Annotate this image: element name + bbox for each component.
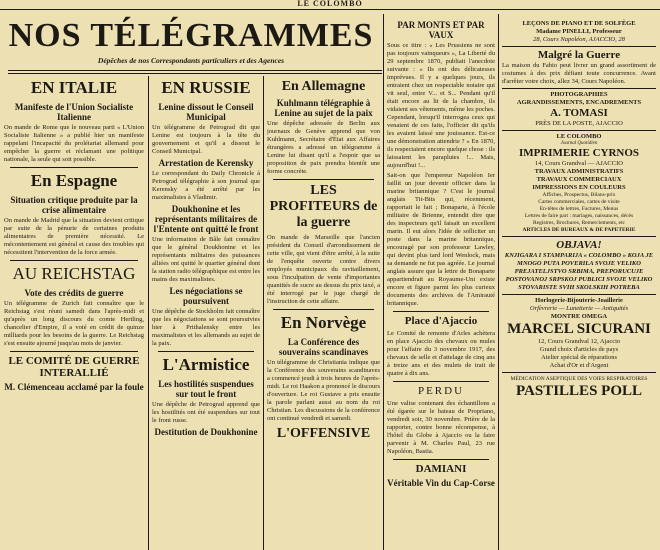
divider: [10, 167, 138, 168]
divider: [158, 351, 254, 352]
subheading: M. Clémenceau acclamé par la foule: [4, 382, 144, 392]
ad-imprimerie: [502, 131, 656, 237]
ad-photo: [502, 89, 656, 131]
ad-paper-sub: Journal Quotidien: [560, 141, 598, 146]
subheading: Lenine dissout le Conseil Municipal: [158, 102, 254, 122]
subheading: Les négociations se poursuivent: [169, 286, 243, 306]
article-text: Un télégramme de Petrograd dit que Lenine est toujours à la tête du gouvernement et qu'il a dissout le Conseil Municipal.: [152, 124, 260, 155]
article-text: Une dépêche de Petrograd apprend que les hostilités ont été suspendues sur tout le front russe.: [152, 401, 260, 424]
title-rule-2: [8, 73, 382, 74]
article-text: Le Comité de remonte d'Arles achètera en place Ajaccio des chevaux ou mules pour l'affaire du 3 novembre 1917, des chevaux de selle et d'attelage de cinq ans à treize ans et des mulets de trait de quatre à dix ans.: [387, 330, 495, 377]
ad-address: 14, Cours Grandval — AJACCIO: [535, 160, 623, 167]
ad-line: En-têtes de lettres, Factures, Menus: [539, 206, 619, 212]
ad-subtitle: AGRANDISSEMENTS, ENCADREMENTS: [516, 99, 642, 106]
column-italy: [4, 76, 144, 550]
ad-text: La maison du Fabio peut livrer un grand assortiment de costumes à des prix défiant toute concurrence. Avant d'arrêter votre choix, allez 34, Cours Napoléon.: [502, 62, 656, 85]
subheading: Doukhonine et les représentants militaires de l'Entente ont quitté le front: [153, 204, 259, 234]
ad-line: TRAVAUX ADMINISTRATIFS: [534, 168, 624, 175]
ad-objava: [502, 237, 656, 295]
ad-line: Lettres de faire part : mariages, naissances, décès: [524, 213, 634, 219]
heading-profiteurs: LES PROFITEURS de la guerre: [269, 183, 378, 230]
divider: [10, 351, 138, 352]
ad-piano: [502, 18, 656, 47]
ad-title: IMPRIMERIE CYRNOS: [518, 147, 640, 159]
newspaper-header: LE COLOMBO: [297, 0, 363, 8]
ad-line: TRAVAUX COMMERCIAUX: [536, 176, 622, 183]
ad-line: Registres, Brochures, Remerciements, etc: [533, 220, 625, 226]
subheading: La Conférence des souverains scandinaves: [278, 337, 369, 357]
subheading: Vote des crédits de guerre: [24, 288, 124, 298]
article-text: Sait-on que l'empereur Napoléon Ier faillit un jour devenir officier dans la marine britannique ? C'est le journal anglais Tit-Bits qui, récemment, rapportait le fait ; Bonaparte, à l'école militaire de Brienne, entendit dire que des inspecteurs qu'il faisait un excellent marin. Il eut alors l'idée de solliciter un poste dans la marine britannique, encouragé par son professeur Lawley, qui devint plus tard lord Wenlock, mais sa demande ne fut pas agréée. Le journal anglais assure que la lettre de Bonaparte appartiendrait au Royaume-Uni existe encore et figure parmi les plus curieux documents des archives de l'Amirauté britannique.: [387, 172, 495, 307]
ad-line: Affiches, Prospectus, Bilans-prix: [542, 192, 616, 198]
divider: [10, 260, 138, 261]
title-rule: [8, 70, 382, 71]
ad-brand: MONTRE OMEGA: [550, 313, 608, 320]
subheading: Les hostilités suspendues sur tout le front: [158, 379, 254, 399]
heading-spain: En Espagne: [30, 171, 118, 190]
subheading: Véritable Vin du Cap-Corse: [387, 478, 495, 488]
heading-norway: En Norvège: [280, 313, 367, 332]
ad-title: Horlogerie-Bijouterie-Joaillerie: [535, 297, 623, 304]
column-germany: [267, 76, 380, 550]
ad-text: KNJIGARA I STAMPARIJA « COLOMBO » KOJA JE MNOGO PUTA POVERILA SVOJE VELIKO PREJATELJSTVO SRBIMA, PREPORUCUJE POSTOVANOJ SRPSKOJ PUBLICI SVOJE VELIKO STOVARISTE SVIH SKOLSKIH POTREBA: [504, 252, 654, 291]
article-text: Une valise contenant des échantillons a été égarée sur le bateau de Propriano, vendredi soir, 30 novembre. Prière de la rapporter, contre bonne récompense, à l'hôtel du Globe à Ajaccio ou la faire parvenir à M. Charles Paul, 23 rue Napoléon, Bastia.: [387, 400, 495, 455]
ad-title: OBJAVA!: [556, 239, 602, 251]
heading-armistice: L'Armistice: [162, 355, 250, 374]
heading-damiani: DAMIANI: [415, 463, 467, 475]
ad-address: 12, Cours Grandval 12, Ajaccio: [537, 338, 621, 345]
ad-line: MÉDICATION ASEPTIQUE DES VOIES RESPIRATOIRES: [510, 376, 648, 382]
subheading: Kuhlmann télégraphie à Lenine au sujet de la paix: [274, 98, 373, 118]
article-text: On mande de Rome que le nouveau parti « L'Union Socialiste Italienne » a publié hier un manifeste rappelant l'incapacité du prolétariat allemand pour empêcher la guerre et réclamant une politique nationale, la seule qui soit possible.: [4, 124, 144, 163]
ad-name: PASTILLES POLL: [515, 383, 642, 399]
ad-line: Atelier spécial de réparations: [541, 354, 617, 361]
column-chronicle: [387, 18, 495, 550]
article-text: Une dépêche de Stockholm fait connaître que les négociations se sont poursuivies hier à Prithalensky entre les maximalistes et les allemands au sujet de la paix.: [152, 308, 260, 347]
column-russia: [152, 76, 260, 550]
divider: [393, 311, 489, 312]
heading-italy: EN ITALIE: [30, 78, 118, 97]
ad-address: PRÈS DE LA POSTE, AJACCIO: [535, 120, 623, 127]
ad-paper: LE COLOMBO: [556, 133, 602, 140]
divider: [393, 381, 489, 382]
divider: [273, 179, 374, 180]
heading-perdu: PERDU: [417, 385, 465, 397]
page-title: NOS TÉLÉGRAMMES: [8, 17, 374, 54]
ad-name: Madame PINELLI, Professeur: [536, 28, 622, 35]
article-text: Sous ce titre : « Les Prussiens ne sont pas toujours vainqueurs », La Liberté du 29 septembre 1870, publiait l'anecdote suivante : « Ils ont des délicatesses imprévues. Il y a quelques jours, ils entraient chez un respectable notaire qui vit seul, entre V... et S... Pendant qu'il était encore au lit de la chambre, ils vidaient ses vêtements, même les poches. Cependant, lorsqu'il interrogea ceux qui venaient de ces faits, l'officier dit qu'ils les avaient laissé une jouissance. Est-ce une démonstration attendrie ? » En 1870, ils respectaient encore quelque chose : ils laissaient les parapluies !... Mais, aujourd'hui !...: [387, 42, 495, 169]
article-text: Une dépêche adressée de Berlin aux journaux de Genève apprend que von Kuhlmann, Secrétaire d'État aux Affaires étrangères a adressé un télégramme à Lenine lui disant qu'il a l'espoir que sa proposition de paix prendra bientôt une forme concrète.: [267, 120, 380, 175]
ad-malgre: [502, 47, 656, 89]
column-rule: [498, 14, 499, 550]
ad-pastilles: [502, 373, 656, 400]
ad-line: Cartes commerciales, cartes de visite: [538, 199, 620, 205]
subheading: Manifeste de l'Union Socialiste Italienne: [14, 102, 134, 122]
ad-title: LEÇONS DE PIANO ET DE SOLFÈGE: [522, 20, 636, 27]
ad-line: IMPRESSIONS EN COULEURS: [532, 184, 626, 191]
ad-line: Achat d'Or et d'Argent: [549, 362, 609, 369]
heading-ajaccio: Place d'Ajaccio: [404, 315, 478, 327]
ad-subtitle: Orfèvrerie — Lunetterie — Antiquités: [529, 305, 629, 312]
ad-title: Malgré la Guerre: [537, 49, 621, 61]
heading-russia: EN RUSSIE: [161, 78, 251, 97]
page-subtitle: Dépêches de nos Correspondants particuliers et des Agences: [97, 56, 285, 65]
header-rule: [0, 9, 660, 10]
ad-name: MARCEL SICURANI: [507, 321, 651, 337]
heading-reichstag: AU REICHSTAG: [12, 264, 136, 283]
article-text: On mande de Madrid que la situation devient critique par suite de la pénurie de certaines produits alimentaires de première nécessité. Le mécontentement est général et cause des troubles qui nécessitent l'intervention de la force armée.: [4, 217, 144, 256]
article-text: Le correspondant du Daily Chronicle à Petrograd télégraphie à son journal que Kerensky a été arrêté par les maximalistes à Vladimir.: [152, 170, 260, 201]
subheading: Situation critique produite par la crise alimentaire: [10, 195, 138, 215]
divider: [273, 309, 374, 310]
column-rule: [263, 76, 264, 550]
heading-monts-vaux: PAR MONTS ET PAR VAUX: [397, 20, 485, 40]
ad-address: 28, Cours Napoléon, AJACCIO, 28: [533, 36, 625, 43]
ad-horlogerie: [502, 295, 656, 373]
ad-line: Grand choix d'articles de pays: [539, 346, 619, 353]
heading-germany: En Allemagne: [281, 79, 366, 94]
heading-offensive: L'OFFENSIVE: [276, 426, 371, 441]
column-rule: [383, 14, 384, 550]
subheading: Arrestation de Kerensky: [158, 158, 254, 168]
subheading: Destitution de Doukhonine: [154, 427, 258, 437]
column-rule: [148, 76, 149, 550]
ad-name: A. TOMASI: [550, 107, 608, 119]
article-text: Un télégramme de Zurich fait connaître que le Reichstag s'est réuni samedi dans l'après-midi et qu'après un long discours du comte Hertling, chancelier d'Empire, il a voté en crédit de quinze milliards pour les besoins de la guerre. Le Reichstag s'est ensuite ajourné jusqu'au mois de janvier.: [4, 300, 144, 347]
article-text: Une information de Bâle fait connaître que le général Doukhonine et les représentants militaires des puissances alliées ont quitté le quartier général dont la station radio télégraphique est entre les mains des maximalistes.: [152, 236, 260, 283]
heading-comite: LE COMITÉ DE GUERRE INTERALLIÉ: [8, 355, 140, 379]
column-ads: [502, 18, 656, 550]
article-text: On mande de Marseille que l'ancien président du Conseil d'arrondissement de cette ville, qui vient d'être arrêté, à la suite de l'enquête ouverte contre divers employés municipaux du ravitaillement, sous l'inculpation de vente d'importantes quantités de sucre au dessus du prix taxé, a été interrogé par le juge chargé de l'instruction de cette affaire.: [267, 234, 380, 305]
divider: [393, 459, 489, 460]
article-text: Un télégramme de Christiania indique que la Conférence des souverains scandinaves a commencé jeudi à trois heures de l'après-midi. Le roi Haakon a prononcé le discours d'ouverture. Le roi Gustave a pris ensuite la parole parlant aussi au nom du roi Christian. Les discussions de la conférence ont continué vendredi et samedi.: [267, 359, 380, 422]
ad-line: ARTICLES DE BUREAUX & DE PAPETERIE: [522, 227, 636, 233]
ad-title: PHOTOGRAPHIES: [550, 91, 608, 98]
